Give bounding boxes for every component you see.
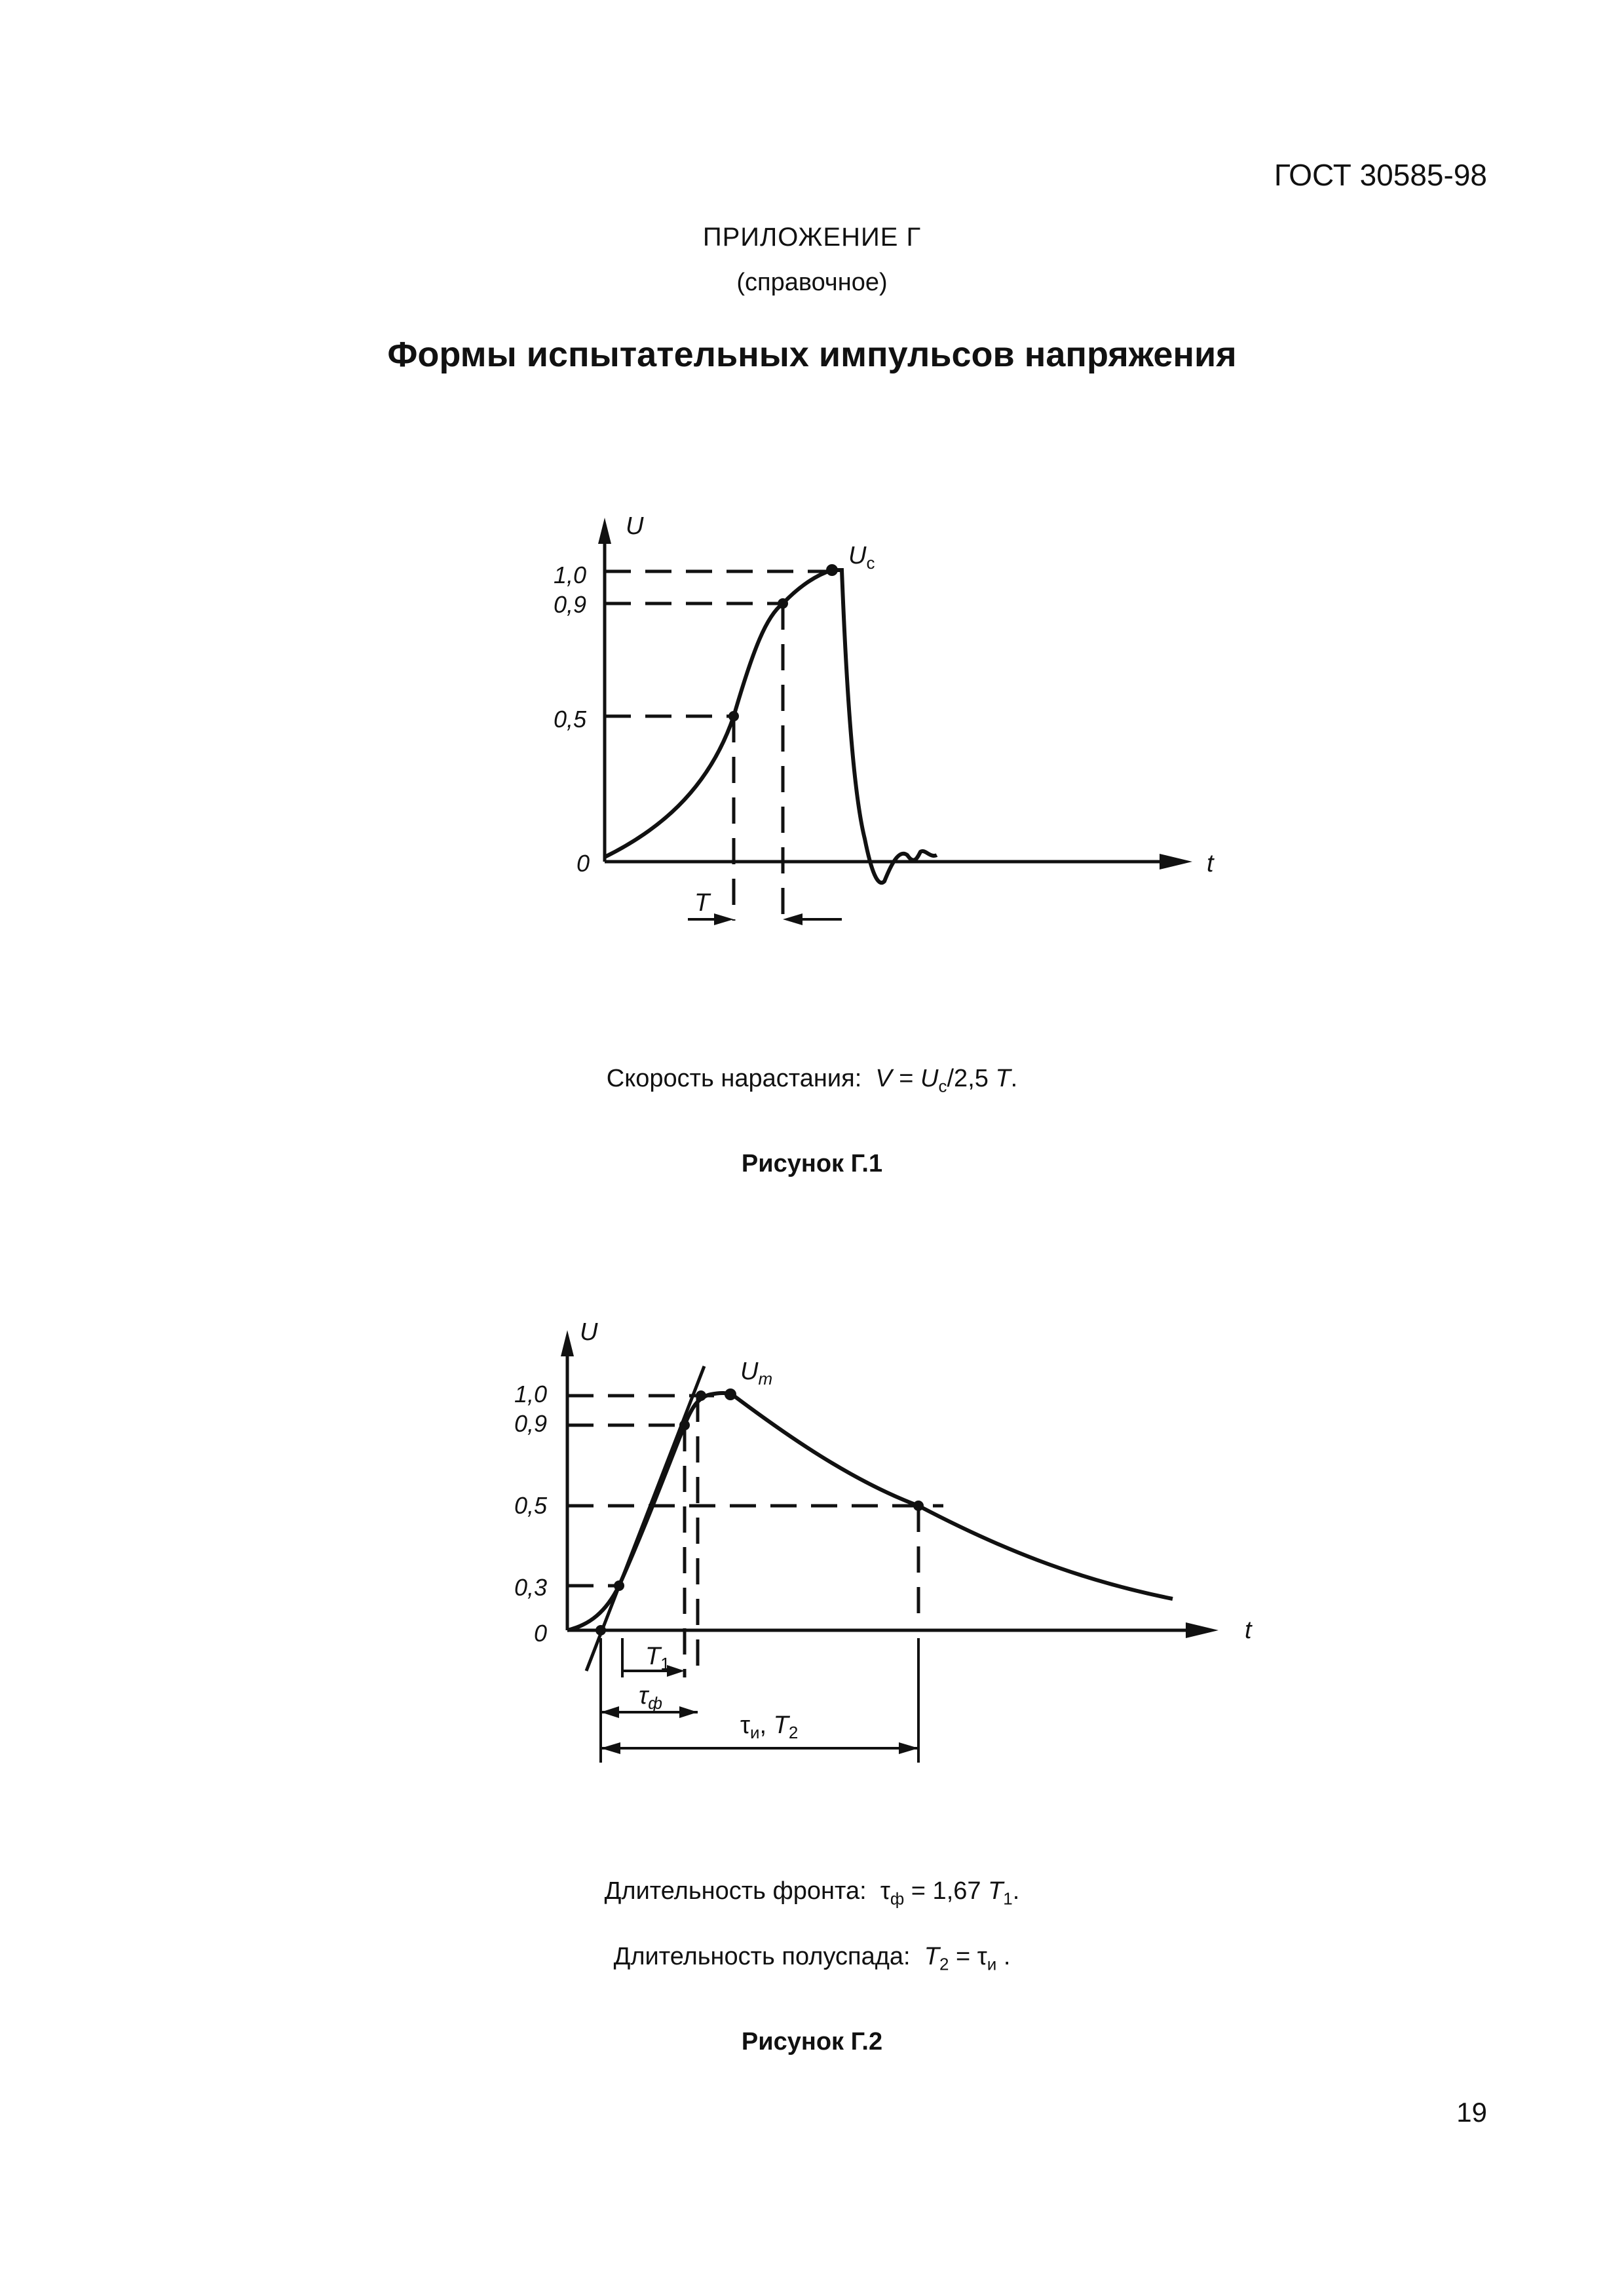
fig2-tick-0-3: 0,3 [514, 1574, 548, 1601]
fig1-caption: Рисунок Г.1 [741, 1150, 883, 1177]
figure-2-diagram [0, 1245, 1624, 1835]
fig2-peak-label: $U_m$ [740, 1358, 773, 1388]
fig2-tick-0-9: 0,9 [514, 1410, 548, 1437]
fig2-guide-lines [567, 1396, 943, 1677]
fig2-point-peak [725, 1388, 736, 1400]
fig2-tick-1-0: 1,0 [514, 1381, 548, 1407]
fig2-tick-0-5: 0,5 [514, 1492, 548, 1519]
fig2-front-line [586, 1366, 704, 1671]
fig2-x-axis-arrow [1186, 1622, 1218, 1638]
fig1-guide-lines [605, 571, 832, 921]
fig2-y-axis-arrow [561, 1330, 574, 1356]
fig2-caption: Рисунок Г.2 [741, 2028, 883, 2056]
fig2-point-0-5 [913, 1501, 924, 1511]
fig1-y-axis-label: U [626, 512, 644, 540]
fig2-t1-label: $T_1$ [645, 1643, 670, 1674]
fig2-x-axis-label: t [1245, 1617, 1252, 1644]
fig2-y-axis-label: U [580, 1318, 598, 1346]
fig1-point-0-9 [778, 598, 788, 609]
fig1-y-axis-arrow [598, 518, 611, 544]
fig1-point-peak [826, 564, 838, 576]
fig1-tick-0-5: 0,5 [554, 706, 587, 733]
page-number: 19 [1456, 2097, 1487, 2128]
appendix-note: (справочное) [736, 269, 888, 296]
fig2-point-0-3 [614, 1580, 624, 1591]
fig2-point-0 [595, 1625, 606, 1636]
fig2-tick-0: 0 [534, 1620, 548, 1647]
fig1-x-axis-arrow [1160, 854, 1192, 870]
fig1-interval-label: T [694, 889, 710, 917]
fig1-formula: Скорость нарастания: $V = U_с/2,5$ T. [606, 1065, 1018, 1096]
fig1-tick-0: 0 [576, 850, 590, 877]
fig2-waveform [567, 1393, 1173, 1630]
fig2-tau-i-t2-label: $\tau_и$, $T_2$ [740, 1712, 799, 1742]
fig1-peak-label: $U_с$ [848, 542, 875, 573]
figure-1-diagram [0, 0, 1624, 983]
fig2-half-formula: Длительность полуспада: $T_2 = \tau_и$ . [613, 1943, 1011, 1974]
fig2-front-formula: Длительность фронта: $\tau_ф = 1,67$ $T_1$. [604, 1877, 1020, 1909]
page-title: Формы испытательных импульсов напряжения [387, 335, 1237, 374]
fig2-tau-f-label: $\tau_ф$ [639, 1682, 662, 1713]
fig2-point-0-9 [679, 1420, 690, 1430]
document-code: ГОСТ 30585-98 [1274, 158, 1487, 192]
fig1-waveform [605, 570, 937, 883]
fig1-x-axis-label: t [1207, 850, 1214, 877]
fig2-point-1-0 [696, 1390, 706, 1401]
fig1-point-0-5 [728, 711, 739, 721]
fig1-tick-0-9: 0,9 [554, 591, 587, 618]
appendix-label: ПРИЛОЖЕНИЕ Г [702, 223, 922, 252]
fig1-tick-1-0: 1,0 [554, 562, 587, 588]
